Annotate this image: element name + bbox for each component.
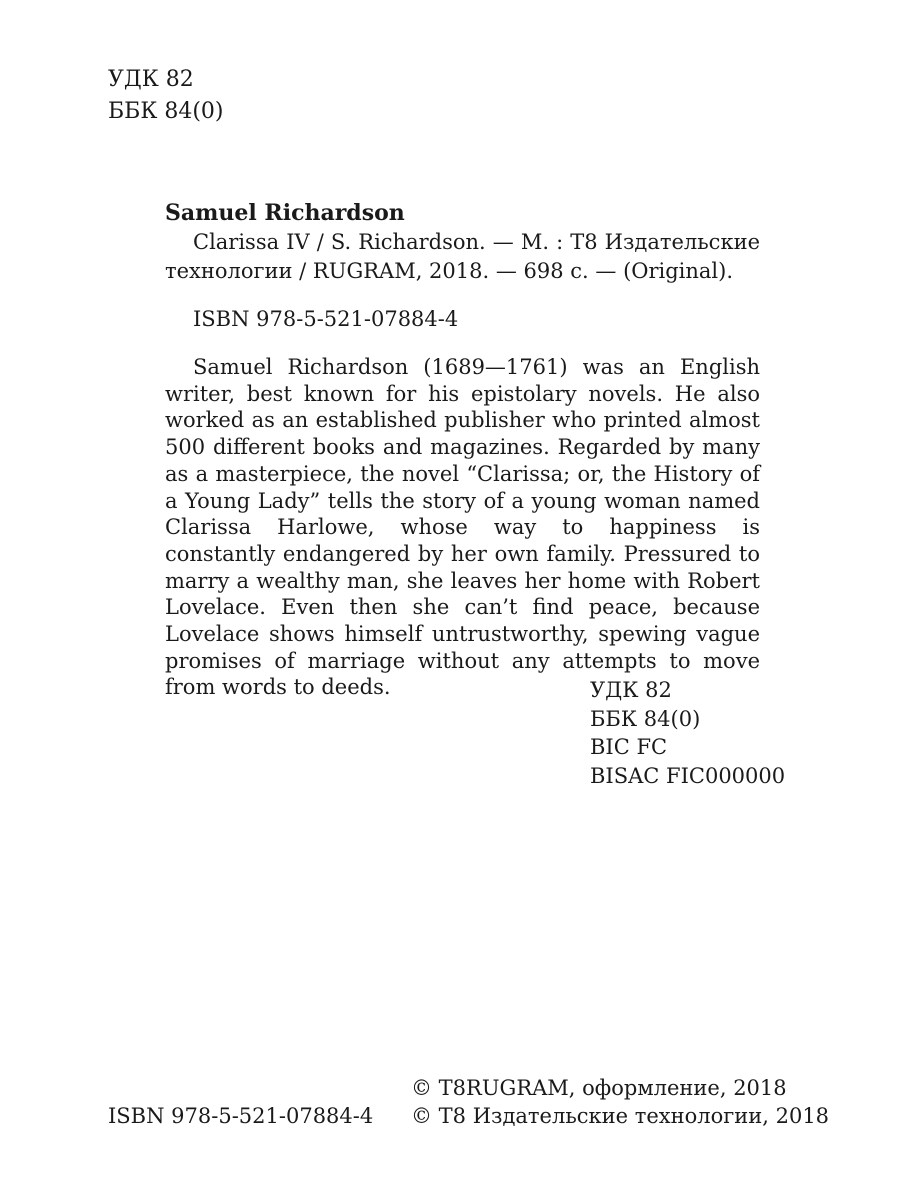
copyright-notices (411, 1074, 829, 1130)
card-isbn: ISBN 978-5-521-07884-4 (193, 307, 459, 331)
bic-code: BIC FC (590, 735, 668, 759)
bbk-code: ББК 84(0) (108, 99, 224, 124)
catalog-card (165, 198, 760, 286)
udk-code-right: УДК 82 (590, 678, 672, 702)
udk-code: УДК 82 (108, 67, 194, 92)
footer-isbn: ISBN 978-5-521-07884-4 (108, 1104, 374, 1128)
bibliographic-entry: Clarissa IV / S. Richardson. — M. : T8 Издательские технологии / RUGRAM, 2018. — 698 c. — (Original). (165, 230, 760, 283)
copyright-publisher: © T8 Издательские технологии, 2018 (411, 1104, 830, 1128)
classification-codes (590, 676, 785, 790)
book-annotation: Samuel Richardson (1689—1761) was an English writer, best known for his epistolary novels. He also worked as an established publisher who printed almost 500 different books and magazines. Regarded by many as a masterpiece, the novel “Clarissa; or, the History of a Young Lady” tells the story of a young woman named Clarissa Harlowe, whose way to happiness is constantly endangered by her own family. Pressured to marry a wealthy man, she leaves her home with Robert Lovelace. Even then she can’t find peace, because Lovelace shows himself untrustworthy, spewing vague promises of marriage without any attempts to move from words to deeds. (165, 355, 760, 700)
bisac-code: BISAC FIC000000 (590, 763, 786, 788)
bbk-code-right: ББК 84(0) (590, 706, 701, 731)
header-classification-codes (108, 64, 224, 128)
copyright-design: © T8RUGRAM, оформление, 2018 (411, 1076, 787, 1100)
author-name: Samuel Richardson (165, 200, 405, 226)
